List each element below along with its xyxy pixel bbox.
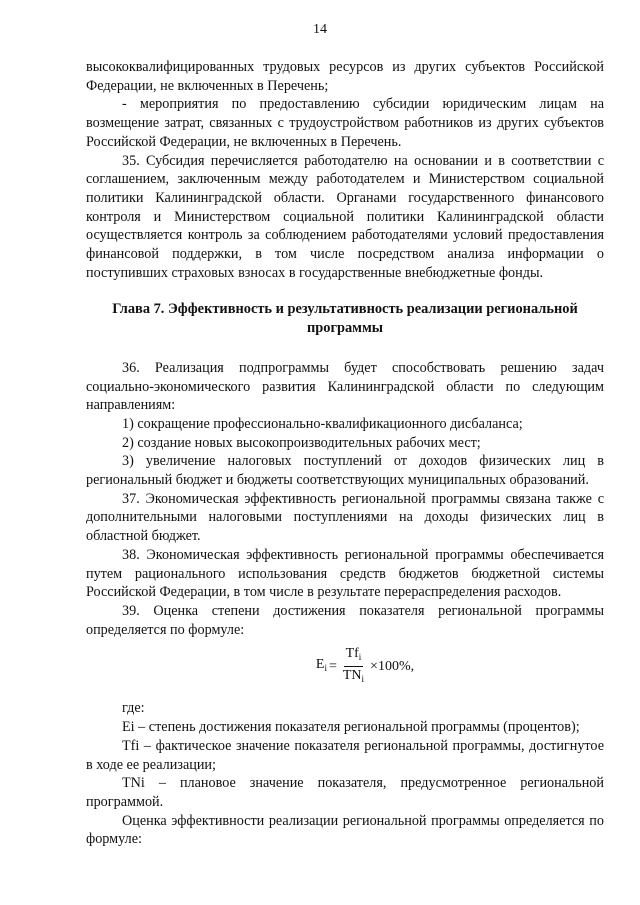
formula-numerator: $Tf_i$ (344, 645, 364, 667)
formula (86, 645, 604, 685)
paragraph: где: (122, 700, 145, 717)
paragraph: высококвалифицированных трудовых ресурсов из других субъектов Российской Федерации, не включенных в Перечень; (86, 59, 604, 94)
document-body (86, 58, 604, 849)
list-item: 1) сокращение профессионально-квалификационного дисбаланса; (122, 415, 523, 432)
chapter-heading: Глава 7. Эффективность и результативность реализации региональной программы (112, 301, 578, 337)
paragraph: Tfi – фактическое значение показателя региональной программы, достигнутое в ходе ее реализации; (86, 737, 604, 773)
page-number: 14 (313, 22, 327, 37)
paragraph: Оценка эффективности реализации региональной программы определяется по формуле: (86, 812, 604, 848)
formula-equals: = (328, 658, 337, 674)
paragraph: 37. Экономическая эффективность региональной программы связана также с дополнительными налоговыми поступлениями на доходы физических лиц в областной бюджет. (86, 490, 604, 545)
paragraph: 36. Реализация подпрограммы будет способствовать решению задач социально-экономического развития Калининградской области по следующим направлениям: (86, 359, 604, 414)
paragraph: Ei – степень достижения показателя региональной программы (процентов); (122, 719, 580, 736)
paragraph: - мероприятия по предоставлению субсидии юридическим лицам на возмещение затрат, связанных с трудоустройством работников из других субъектов Российской Федерации, не включенных в Перечень. (86, 96, 604, 150)
paragraph: 38. Экономическая эффективность региональной программы обеспечивается путем рационального использования средств бюджетов бюджетной системы Российской Федерации, в том числе в результате перераспределения расходов. (86, 546, 604, 601)
formula-denominator: $TN_i$ (342, 668, 365, 685)
formula-lhs: $E_i$ (315, 657, 327, 674)
paragraph: 35. Субсидия перечисляется работодателю на основании и в соответствии с соглашением, заключенным между работодателем и Министерством социальной политики Калининградской области. Органами государственного финансового контроля и Министерством социальной политики Калининградской области осуществляется контроль за соблюдением работодателями условий предоставления финансовой поддержки, в том числе посредством анализа информации о поступивших страховых взносах в государственные внебюджетные фонды. (86, 152, 604, 281)
paragraph: 39. Оценка степени достижения показателя региональной программы определяется по формуле: (86, 602, 604, 638)
formula-rhs: ×100%, (370, 658, 415, 674)
list-item: 2) создание новых высокопроизводительных рабочих мест; (122, 434, 481, 451)
paragraph: TNi – плановое значение показателя, предусмотренное региональной программой. (86, 775, 604, 810)
list-item: 3) увеличение налоговых поступлений от доходов физических лиц в региональный бюджет и бюджеты соответствующих муниципальных образований. (86, 453, 604, 489)
formula-fraction (341, 645, 366, 688)
